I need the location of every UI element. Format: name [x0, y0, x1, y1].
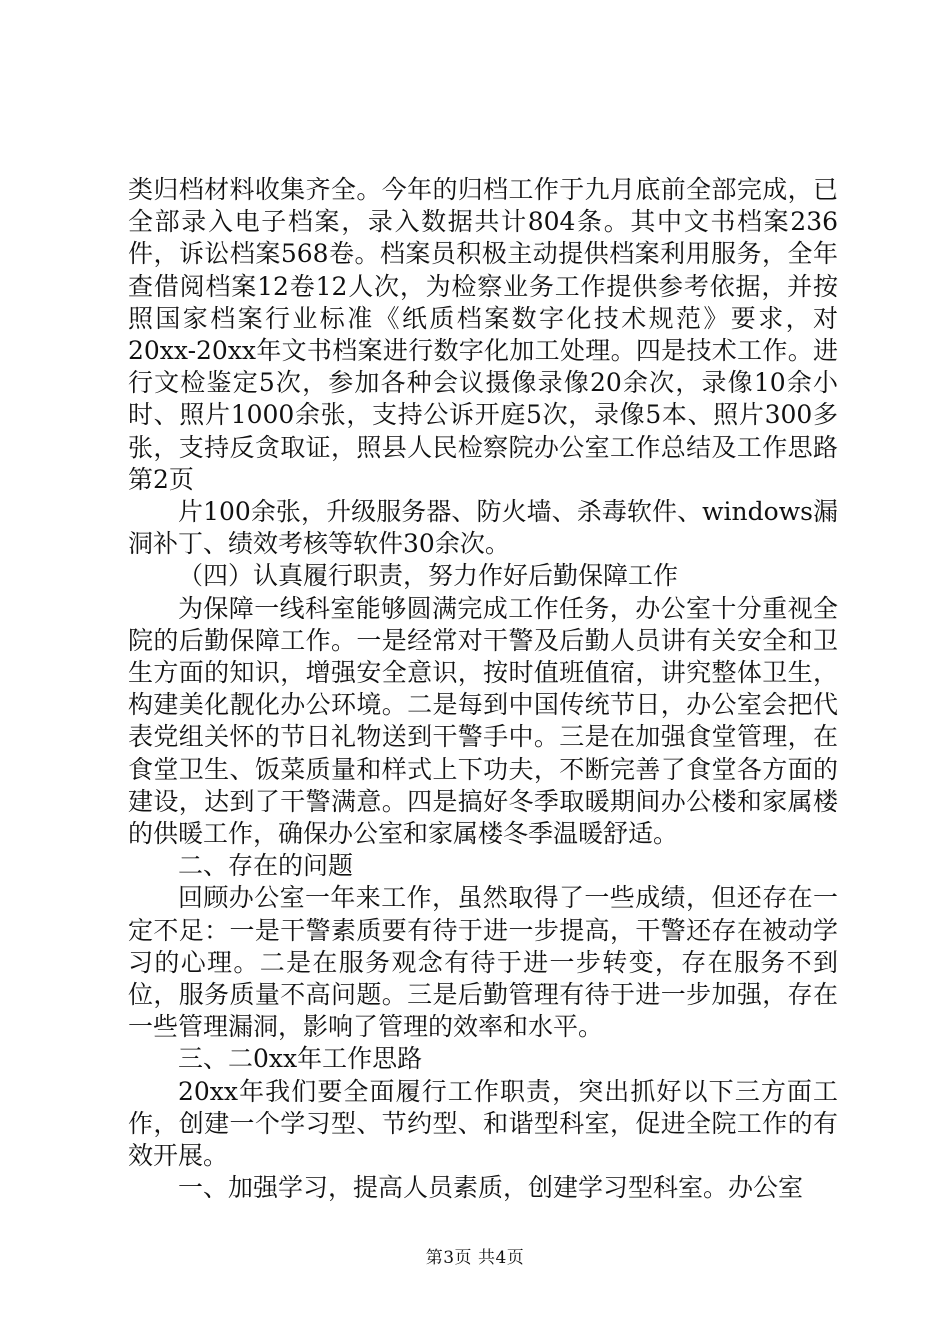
- heading-logistics-support: （四）认真履行职责，努力作好后勤保障工作: [178, 561, 679, 591]
- paragraph-existing-problems: 回顾办公室一年来工作，虽然取得了一些成绩，但还存在一定不足：一是干警素质要有待于进一步提高，干警还存在被动学习的心理。二是在服务观念有待于进一步转变，存在服务不到位，服务质量不高问题。三是后勤管理有待于进一步加强，存在一些管理漏洞，影响了管理的效率和水平。: [128, 883, 838, 1042]
- paragraph-study-section: 一、加强学习，提高人员素质，创建学习型科室。办公室: [178, 1173, 804, 1203]
- heading-existing-problems: 二、存在的问题: [178, 851, 354, 881]
- paragraph-logistics-support: 为保障一线科室能够圆满完成工作任务，办公室十分重视全院的后勤保障工作。一是经常对干警及后勤人员讲有关安全和卫生方面的知识，增强安全意识，按时值班值宿，讲究整体卫生，构建美化靓化办公环境。二是每到中国传统节日，办公室会把代表党组关怀的节日礼物送到干警手中。三是在加强食堂管理，在食堂卫生、饭菜质量和样式上下功夫，不断完善了食堂各方面的建设，达到了干警满意。四是搞好冬季取暖期间办公楼和家属楼的供暖工作，确保办公室和家属楼冬季温暖舒适。: [128, 593, 838, 849]
- paragraph-work-plan: 20xx年我们要全面履行工作职责，突出抓好以下三方面工作，创建一个学习型、节约型、和谐型科室，促进全院工作的有效开展。: [128, 1076, 838, 1171]
- paragraph-archive-tech-work: 类归档材料收集齐全。今年的归档工作于九月底前全部完成，已全部录入电子档案，录入数据共计804条。其中文书档案236件，诉讼档案568卷。档案员积极主动提供档案利用服务，全年查借阅档案12卷12人次，为检察业务工作提供参考依据，并按照国家档案行业标准《纸质档案数字化技术规范》要求，对20xx-20xx年文书档案进行数字化加工处理。四是技术工作。进行文检鉴定5次，参加各种会议摄像录像20余次，录像10余小时、照片1000余张，支持公诉开庭5次，录像5本、照片300多张，支持反贪取证，照县人民检察院办公室工作总结及工作思路第2页: [128, 175, 838, 494]
- document-body: [128, 174, 838, 1205]
- page-number-footer: 第3页 共4页: [425, 1248, 525, 1268]
- heading-work-plan: 三、二0xx年工作思路: [178, 1044, 423, 1074]
- paragraph-photos-software: 片100余张，升级服务器、防火墙、杀毒软件、windows漏洞补丁、绩效考核等软件30余次。: [128, 497, 838, 559]
